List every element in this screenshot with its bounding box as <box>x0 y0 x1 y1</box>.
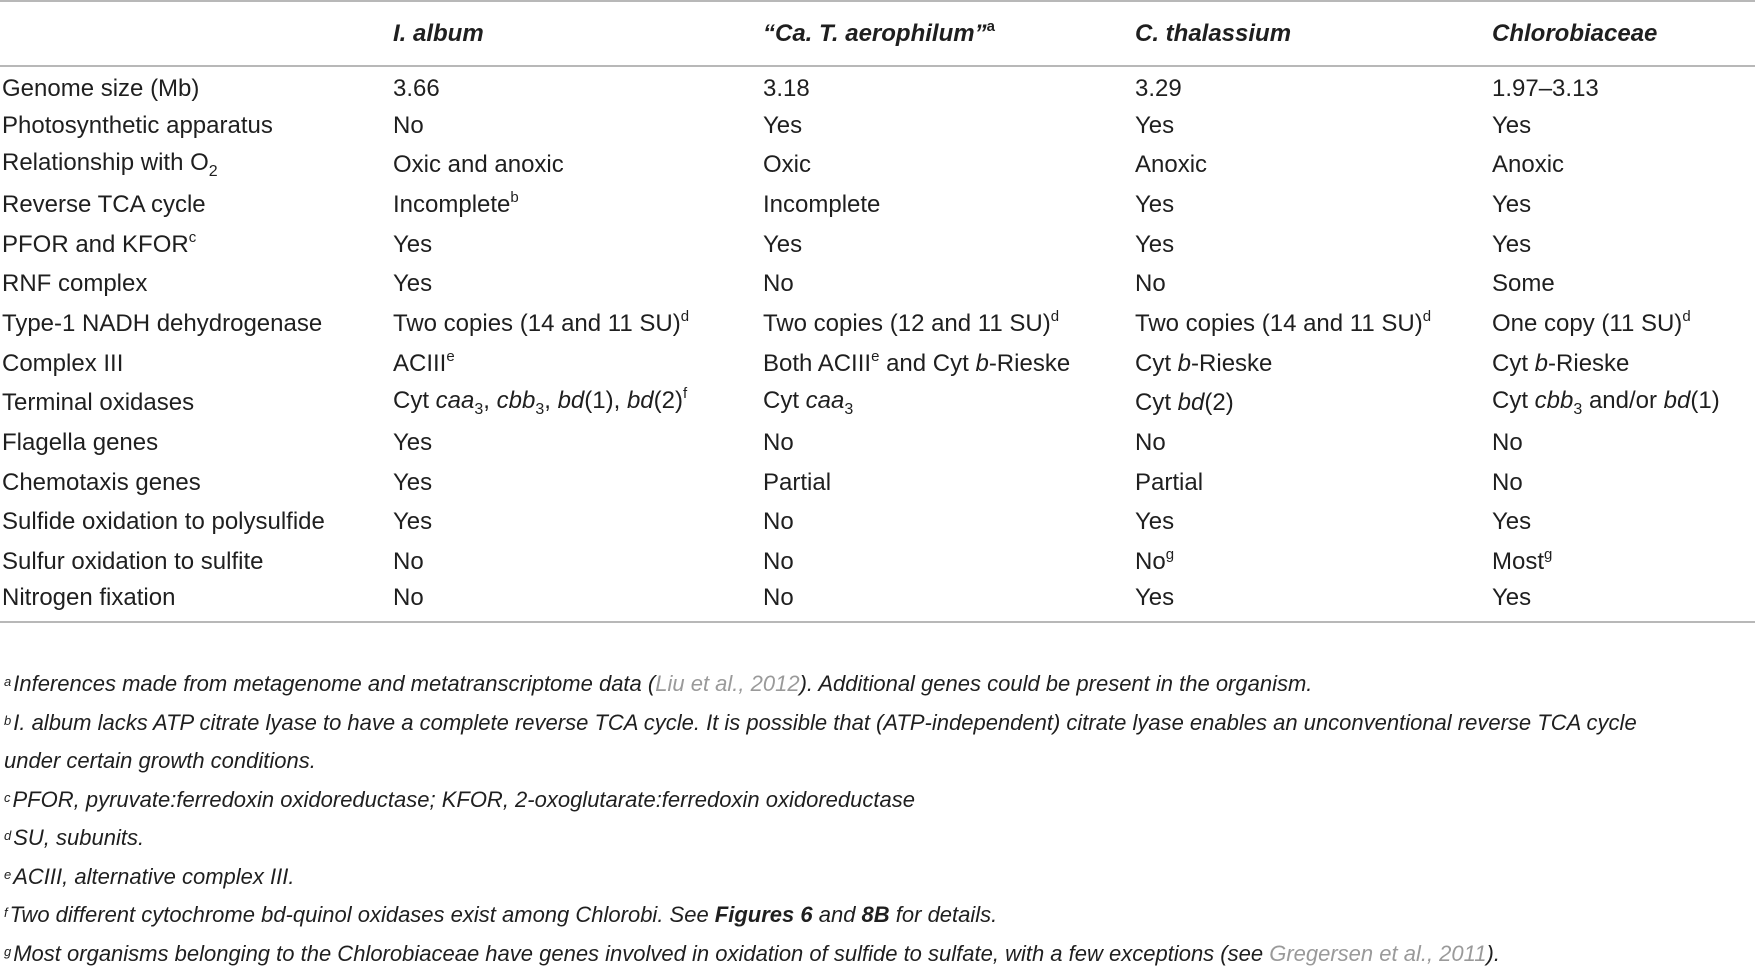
cell-text-italic: bd <box>627 387 654 414</box>
table-row <box>0 225 1755 265</box>
cell-text-italic: b <box>1535 350 1548 377</box>
row-label: Sulfide oxidation to polysulfide <box>0 503 393 543</box>
table-cell <box>1492 542 1755 582</box>
table-row <box>0 185 1755 225</box>
header-cell-empty <box>0 1 393 66</box>
subscript: 3 <box>535 401 544 418</box>
footnote-g <box>4 935 1754 973</box>
table-cell: Yes <box>393 423 763 463</box>
footnote-mark: c <box>4 790 11 805</box>
cell-text: Two copies (14 and 11 SU) <box>393 310 681 337</box>
footnote-marker: f <box>683 385 687 402</box>
row-label: Reverse TCA cycle <box>0 185 393 225</box>
row-label: Chemotaxis genes <box>0 463 393 503</box>
row-label <box>0 225 393 265</box>
cell-text: -Rieske <box>989 350 1070 377</box>
subscript: 3 <box>844 401 853 418</box>
table-cell: Oxic <box>763 145 1135 185</box>
table-cell <box>1135 344 1492 384</box>
footnote-text: and <box>813 902 862 927</box>
footnote-a <box>4 665 1754 704</box>
footnote-marker: g <box>1544 546 1552 563</box>
citation-link[interactable]: Liu et al., 2012 <box>655 671 799 696</box>
footnote-b <box>4 704 1754 743</box>
citation-link[interactable]: Gregersen et al., 2011 <box>1269 941 1486 966</box>
table-cell: No <box>763 503 1135 543</box>
row-label: Type-1 NADH dehydrogenase <box>0 304 393 344</box>
cell-text: -Rieske <box>1191 350 1272 377</box>
footnote-text: SU, subunits. <box>13 825 144 850</box>
cell-text: Cyt <box>1492 350 1535 377</box>
figure-reference[interactable]: Figures 6 <box>715 902 813 927</box>
table-cell <box>763 384 1135 424</box>
table-cell: Yes <box>1492 503 1755 543</box>
footnote-marker: b <box>510 189 518 206</box>
table-cell: Yes <box>1135 106 1492 146</box>
subscript: 3 <box>474 401 483 418</box>
table-cell: Yes <box>763 225 1135 265</box>
footnote-text: ). <box>1487 941 1500 966</box>
table-cell: Anoxic <box>1492 145 1755 185</box>
table-cell: 1.97–3.13 <box>1492 66 1755 106</box>
header-cell-chlorobiaceae: Chlorobiaceae <box>1492 1 1755 66</box>
table-row <box>0 503 1755 543</box>
row-label-text: Relationship with O <box>2 149 209 176</box>
row-label: Genome size (Mb) <box>0 66 393 106</box>
cell-text: Two copies (12 and 11 SU) <box>763 310 1051 337</box>
cell-text: Incomplete <box>393 191 510 218</box>
table-cell: Some <box>1492 264 1755 304</box>
table-cell: No <box>763 264 1135 304</box>
table-row <box>0 304 1755 344</box>
footnote-d <box>4 819 1754 858</box>
table-cell: No <box>1135 423 1492 463</box>
subscript: 2 <box>209 163 218 180</box>
table-cell: Yes <box>1135 582 1492 622</box>
table-cell: Yes <box>393 503 763 543</box>
table-row <box>0 542 1755 582</box>
table-cell: Yes <box>1492 582 1755 622</box>
cell-text-italic: cbb <box>497 387 536 414</box>
cell-text: Most <box>1492 548 1544 575</box>
table-row <box>0 384 1755 424</box>
table-cell: No <box>393 106 763 146</box>
table-cell: Partial <box>1135 463 1492 503</box>
cell-text: Cyt <box>393 387 436 414</box>
footnote-marker: d <box>681 308 689 325</box>
footnote-mark: g <box>4 944 11 959</box>
row-label: RNF complex <box>0 264 393 304</box>
table-cell <box>1135 384 1492 424</box>
cell-text: and Cyt <box>879 350 975 377</box>
table-cell <box>393 384 763 424</box>
cell-text: Cyt <box>1135 389 1178 416</box>
footnote-marker: d <box>1682 308 1690 325</box>
footnote-mark: b <box>4 713 11 728</box>
cell-text: (1) <box>1690 387 1719 414</box>
table-cell: No <box>393 542 763 582</box>
cell-text-italic: bd <box>558 387 585 414</box>
footnote-marker: e <box>871 348 879 365</box>
table-cell: Yes <box>1492 106 1755 146</box>
table-cell <box>1492 344 1755 384</box>
footnote-marker: d <box>1423 308 1431 325</box>
table-row <box>0 264 1755 304</box>
table-cell: Yes <box>393 463 763 503</box>
table-cell: No <box>1492 423 1755 463</box>
table-row <box>0 66 1755 106</box>
footnote-text: Most organisms belonging to the Chlorobiaceae have genes involved in oxidation of sulfide to sulfate, with a few exceptions (see <box>13 941 1269 966</box>
table-cell <box>763 304 1135 344</box>
table-cell: Yes <box>393 225 763 265</box>
cell-text: , <box>544 387 557 414</box>
table-cell: Yes <box>1492 185 1755 225</box>
table-cell <box>1492 304 1755 344</box>
table-row <box>0 423 1755 463</box>
footnote-mark: f <box>4 905 8 920</box>
row-label: Photosynthetic apparatus <box>0 106 393 146</box>
cell-text: (2) <box>1204 389 1233 416</box>
cell-text: Cyt <box>1135 350 1178 377</box>
table-cell: No <box>1492 463 1755 503</box>
cell-text-italic: bd <box>1664 387 1691 414</box>
table-cell: Yes <box>1135 503 1492 543</box>
cell-text: (1), <box>584 387 627 414</box>
table-row <box>0 582 1755 622</box>
footnote-e <box>4 858 1754 897</box>
cell-text-italic: caa <box>436 387 475 414</box>
cell-text: ACIII <box>393 350 446 377</box>
row-label: Complex III <box>0 344 393 384</box>
table-row <box>0 145 1755 185</box>
table-cell: Yes <box>393 264 763 304</box>
table-cell: 3.66 <box>393 66 763 106</box>
cell-text-italic: b <box>975 350 988 377</box>
table-row <box>0 344 1755 384</box>
cell-text: Cyt <box>763 387 806 414</box>
cell-text-italic: b <box>1178 350 1191 377</box>
cell-text: Two copies (14 and 11 SU) <box>1135 310 1423 337</box>
cell-text: , <box>483 387 496 414</box>
table-cell: 3.29 <box>1135 66 1492 106</box>
footnote-text: ). Additional genes could be present in the organism. <box>800 671 1313 696</box>
table-row <box>0 463 1755 503</box>
footnote-mark: d <box>4 828 11 843</box>
table-cell: Incomplete <box>763 185 1135 225</box>
table-cell: No <box>763 542 1135 582</box>
cell-text: and/or <box>1582 387 1663 414</box>
footnote-text: Inferences made from metagenome and metatranscriptome data ( <box>13 671 655 696</box>
footnote-mark: e <box>4 867 11 882</box>
table-cell: No <box>1135 264 1492 304</box>
table-footnotes <box>4 665 1754 973</box>
header-row <box>0 1 1755 66</box>
cell-text-italic: bd <box>1178 389 1205 416</box>
cell-text: No <box>1135 548 1166 575</box>
table-cell <box>1492 384 1755 424</box>
footnote-text: Two different cytochrome bd-quinol oxidases exist among Chlorobi. See <box>10 902 715 927</box>
table-cell: No <box>393 582 763 622</box>
footnote-f <box>4 896 1754 935</box>
table-cell <box>393 304 763 344</box>
footnote-text: PFOR, pyruvate:ferredoxin oxidoreductase; KFOR, 2-oxoglutarate:ferredoxin oxidoreductase <box>13 787 915 812</box>
row-label: Nitrogen fixation <box>0 582 393 622</box>
header-cell-ca-t-aerophilum <box>763 1 1135 66</box>
table-cell <box>1135 542 1492 582</box>
figure-reference[interactable]: 8B <box>862 902 890 927</box>
cell-text: Cyt <box>1492 387 1535 414</box>
footnote-marker: a <box>987 18 995 35</box>
footnote-b-continued: under certain growth conditions. <box>4 742 1754 781</box>
table-cell <box>393 344 763 384</box>
cell-text: Both ACIII <box>763 350 871 377</box>
row-label: Flagella genes <box>0 423 393 463</box>
cell-text: One copy (11 SU) <box>1492 310 1682 337</box>
header-cell-i-album: I. album <box>393 1 763 66</box>
table-cell: 3.18 <box>763 66 1135 106</box>
header-cell-c-thalassium: C. thalassium <box>1135 1 1492 66</box>
table-cell: Yes <box>1135 225 1492 265</box>
table-cell: Yes <box>763 106 1135 146</box>
subscript: 3 <box>1573 401 1582 418</box>
table-cell: Partial <box>763 463 1135 503</box>
footnote-marker: e <box>446 348 454 365</box>
table-cell: Yes <box>1492 225 1755 265</box>
row-label: Sulfur oxidation to sulfite <box>0 542 393 582</box>
cell-text: -Rieske <box>1548 350 1629 377</box>
footnote-text: ACIII, alternative complex III. <box>13 864 294 889</box>
table-cell: Anoxic <box>1135 145 1492 185</box>
table-cell <box>393 185 763 225</box>
footnote-c <box>4 781 1754 820</box>
footnote-mark: a <box>4 674 11 689</box>
row-label <box>0 145 393 185</box>
footnote-marker: g <box>1166 546 1174 563</box>
table-cell <box>1135 304 1492 344</box>
cell-text: (2) <box>654 387 683 414</box>
row-label-text: PFOR and KFOR <box>2 231 189 258</box>
table-cell: No <box>763 423 1135 463</box>
row-label: Terminal oxidases <box>0 384 393 424</box>
cell-text-italic: cbb <box>1535 387 1574 414</box>
footnote-text: for details. <box>890 902 998 927</box>
table-cell: No <box>763 582 1135 622</box>
footnote-marker: d <box>1051 308 1059 325</box>
footnote-text: I. album lacks ATP citrate lyase to have a complete reverse TCA cycle. It is possible that (ATP-independent) citrate lyase enables an unconventional reverse TCA cycle <box>13 710 1636 735</box>
table-cell: Yes <box>1135 185 1492 225</box>
table-row <box>0 106 1755 146</box>
header-text: “Ca. T. aerophilum” <box>763 20 987 47</box>
footnote-marker: c <box>189 229 197 246</box>
cell-text-italic: caa <box>806 387 845 414</box>
table-cell: Oxic and anoxic <box>393 145 763 185</box>
table-cell <box>763 344 1135 384</box>
